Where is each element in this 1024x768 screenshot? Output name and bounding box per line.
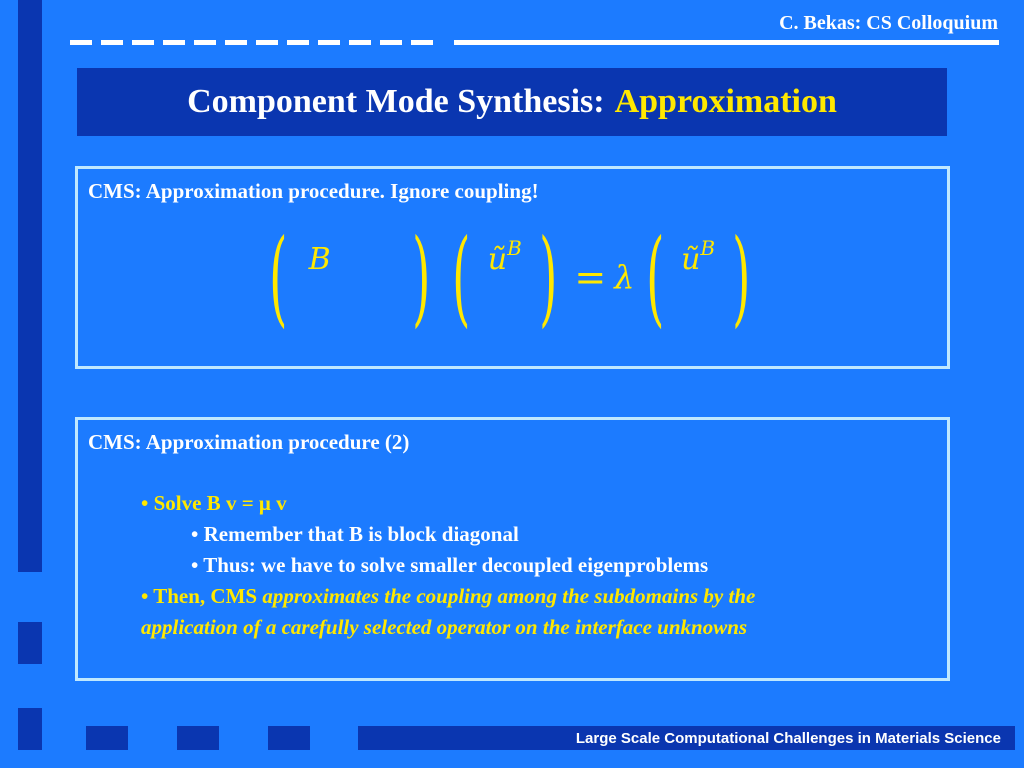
header-dash <box>70 40 92 45</box>
eigen-equation <box>258 216 762 338</box>
sub-bullet-block-diagonal: • Remember that B is block diagonal <box>191 522 519 546</box>
header-rule <box>454 40 999 45</box>
bullet-then <box>141 581 755 612</box>
bullet-then-cms: CMS <box>210 584 258 608</box>
panel-heading: CMS: Approximation procedure (2) <box>88 430 410 454</box>
panel-heading: CMS: Approximation procedure. Ignore coupling! <box>88 179 539 203</box>
vector-u-tilde: $ũ^B$ <box>681 235 716 277</box>
left-bar-block <box>18 708 42 750</box>
right-paren: ) <box>411 216 431 338</box>
title-main: Component Mode Synthesis: <box>187 83 605 120</box>
header-dash <box>132 40 154 45</box>
left-bar <box>18 0 42 572</box>
right-paren: ) <box>538 216 558 338</box>
title-accent: Approximation <box>614 83 837 120</box>
panel-coupling <box>75 166 950 369</box>
footer-text: Large Scale Computational Challenges in Materials Science <box>575 729 1001 747</box>
bullet-then-prefix: • Then, <box>141 584 206 608</box>
header-dash <box>380 40 402 45</box>
header-dash <box>287 40 309 45</box>
bullet-then-continued: application of a carefully selected operator on the interface unknowns <box>141 615 748 639</box>
matrix-symbol: B <box>308 241 331 277</box>
header-dash <box>101 40 123 45</box>
footer-bar <box>358 726 1015 750</box>
left-paren: ( <box>452 216 471 338</box>
left-paren: ( <box>645 216 664 338</box>
footer-block <box>177 726 219 750</box>
equals-sign: = <box>574 255 607 299</box>
panel-procedure <box>75 417 950 681</box>
left-bar-block <box>18 622 42 664</box>
header-dash <box>349 40 371 45</box>
header-dash <box>225 40 247 45</box>
footer-block <box>86 726 128 750</box>
header-dash <box>318 40 340 45</box>
vector-u-tilde: $ũ^B$ <box>487 235 522 277</box>
sub-bullet-decoupled: • Thus: we have to solve smaller decoupled eigenproblems <box>191 553 709 577</box>
bullet-then-italic: approximates the coupling among the subdomains by the <box>262 584 756 608</box>
left-paren: ( <box>269 216 288 338</box>
right-paren: ) <box>732 216 751 338</box>
footer-block <box>268 726 310 750</box>
slide-title <box>77 68 947 136</box>
lambda-symbol: λ <box>614 258 635 296</box>
header-dash <box>163 40 185 45</box>
header-dash <box>256 40 278 45</box>
header-dash <box>411 40 433 45</box>
header-text: C. Bekas: CS Colloquium <box>779 12 998 34</box>
header-dash <box>194 40 216 45</box>
bullet-solve: • Solve B v = μ v <box>141 491 287 515</box>
